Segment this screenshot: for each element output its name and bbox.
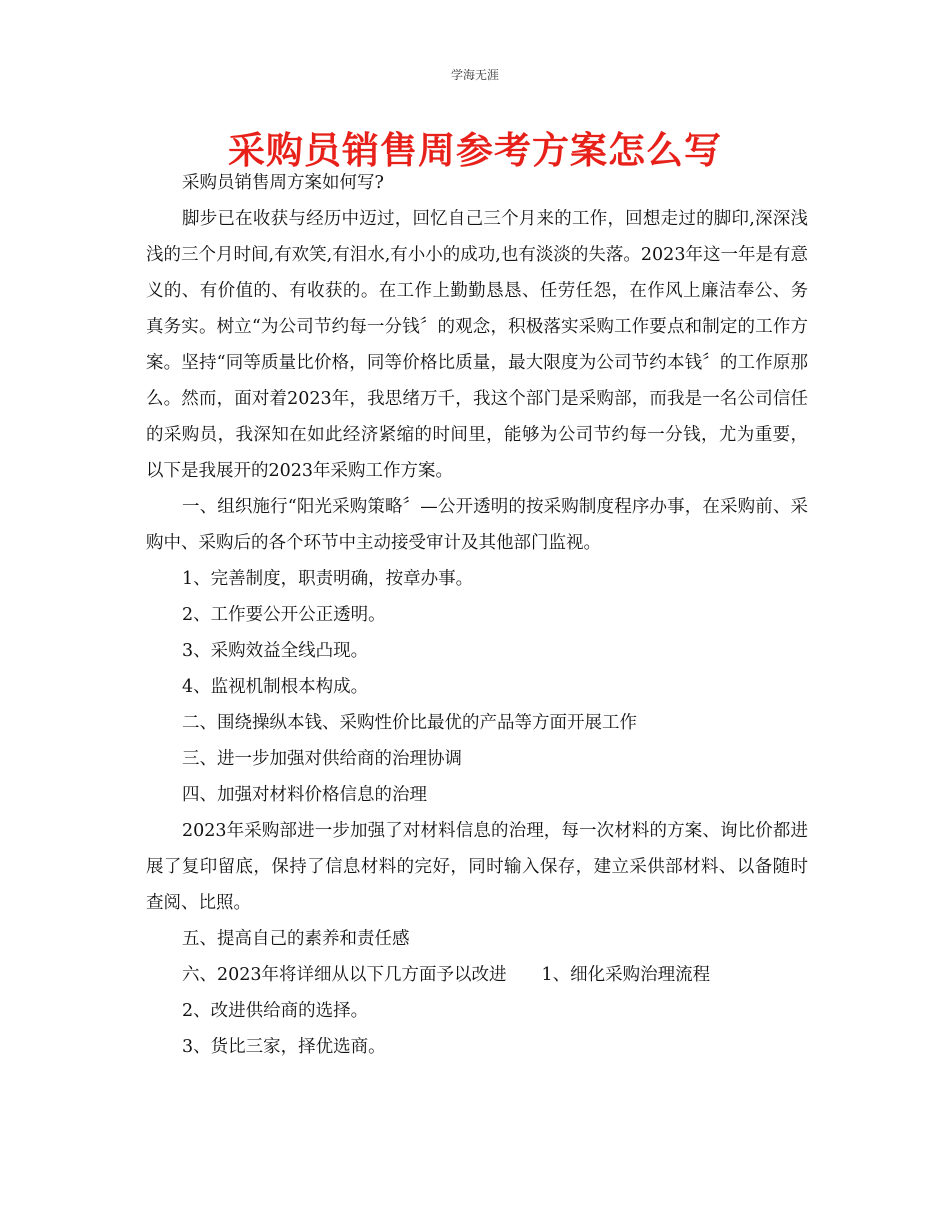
list-item: 2、工作要公开公正透明。 xyxy=(182,605,386,625)
section-heading: 四、加强对材料价格信息的治理 xyxy=(182,785,427,805)
document-body xyxy=(146,165,808,1065)
document-title: 采购员销售周参考方案怎么写 xyxy=(228,129,722,172)
section-heading: 六、2023年将详细从以下几方面予以改进 1、细化采购治理流程 xyxy=(182,965,711,985)
paragraph: 一、组织施行“阳光采购策略〞—公开透明的按采购制度程序办事，在采购前、采购中、采购后的各个环节中主动接受审计及其他部门监视。 xyxy=(146,497,808,553)
list-item: 3、采购效益全线凸现。 xyxy=(182,641,369,661)
paragraph: 脚步已在收获与经历中迈过，回忆自己三个月来的工作，回想走过的脚印,深深浅浅的三个月时间,有欢笑,有泪水,有小小的成功,也有淡淡的失落。2023年这一年是有意义的、有价值的、有收获的。在工作上勤勤恳恳、任劳任怨，在作风上廉洁奉公、务真务实。树立“为公司节约每一分钱〞的观念，积极落实采购工作要点和制定的工作方案。坚持“同等质量比价格，同等价格比质量，最大限度为公司节约本钱〞的工作原那么。然而，面对着2023年，我思绪万千，我这个部门是采购部，而我是一名公司信任的采购员，我深知在如此经济紧缩的时间里，能够为公司节约每一分钱，尤为重要，以下是我展开的2023年采购工作方案。 xyxy=(146,209,808,481)
section-heading: 五、提高自己的素养和责任感 xyxy=(182,929,410,949)
page-header: 学海无涯 xyxy=(450,68,499,82)
list-item: 3、货比三家，择优选商。 xyxy=(182,1037,386,1057)
paragraph: 2023年采购部进一步加强了对材料信息的治理，每一次材料的方案、询比价都进展了复印留底，保持了信息材料的完好，同时输入保存，建立采供部材料、以备随时查阅、比照。 xyxy=(146,821,808,913)
list-item: 1、完善制度，职责明确，按章办事。 xyxy=(182,569,474,589)
section-heading: 二、围绕操纵本钱、采购性价比最优的产品等方面开展工作 xyxy=(182,713,637,733)
section-heading: 三、进一步加强对供给商的治理协调 xyxy=(182,749,462,769)
paragraph: 采购员销售周方案如何写? xyxy=(182,173,384,193)
list-item: 4、监视机制根本构成。 xyxy=(182,677,369,697)
list-item: 2、改进供给商的选择。 xyxy=(182,1001,369,1021)
